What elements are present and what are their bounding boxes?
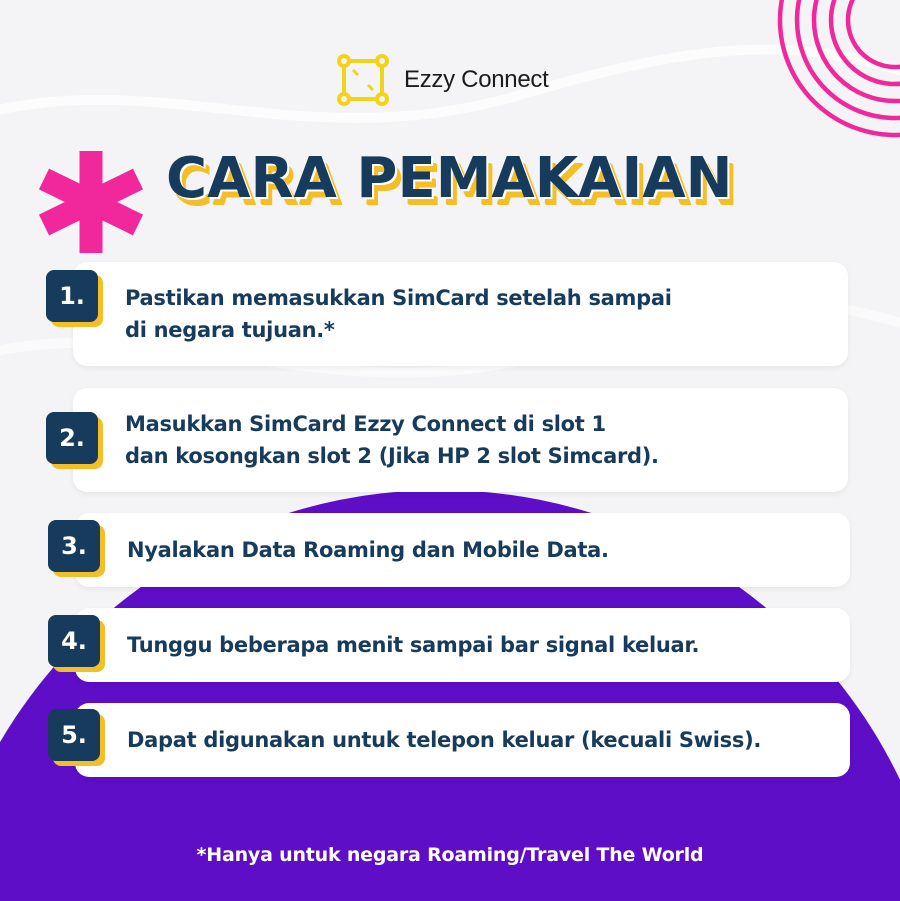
- step-2-line1: Masukkan SimCard Ezzy Connect di slot 1: [125, 412, 606, 436]
- step-card-2: [73, 388, 848, 492]
- step-1-line1: Pastikan memasukkan SimCard setelah sampai: [125, 286, 672, 310]
- step-5-number: 5.: [48, 709, 100, 761]
- step-4-number: 4.: [48, 615, 100, 667]
- pink-concentric-arcs: [780, 0, 900, 135]
- step-1-number: 1.: [46, 270, 98, 322]
- step-card-1: [73, 262, 848, 366]
- step-3-line1: Nyalakan Data Roaming dan Mobile Data.: [127, 538, 609, 562]
- brand-logo: [336, 54, 548, 106]
- step-5-line1: Dapat digunakan untuk telepon keluar (kecuali Swiss).: [127, 728, 762, 752]
- step-2-text: [125, 408, 828, 472]
- brand-name: Ezzy Connect: [404, 66, 549, 93]
- page-title: CARA PEMAKAIAN: [166, 146, 733, 211]
- step-4-line1: Tunggu beberapa menit sampai bar signal keluar.: [127, 633, 700, 657]
- step-card-5: [75, 703, 850, 777]
- step-card-4: [75, 608, 850, 682]
- step-1-line2: di negara tujuan.*: [125, 318, 335, 342]
- step-4-text: [127, 629, 830, 661]
- step-3-number: 3.: [48, 520, 100, 572]
- step-card-3: [75, 513, 850, 587]
- footnote: *Hanya untuk negara Roaming/Travel The World: [196, 844, 704, 866]
- step-1-text: [125, 282, 828, 346]
- step-5-text: [127, 724, 830, 756]
- connect-nodes-icon: [336, 53, 390, 107]
- step-2-number: 2.: [46, 412, 98, 464]
- asterisk-icon: [38, 151, 144, 253]
- step-2-line2: dan kosongkan slot 2 (Jika HP 2 slot Simcard).: [125, 444, 659, 468]
- step-3-text: [127, 534, 830, 566]
